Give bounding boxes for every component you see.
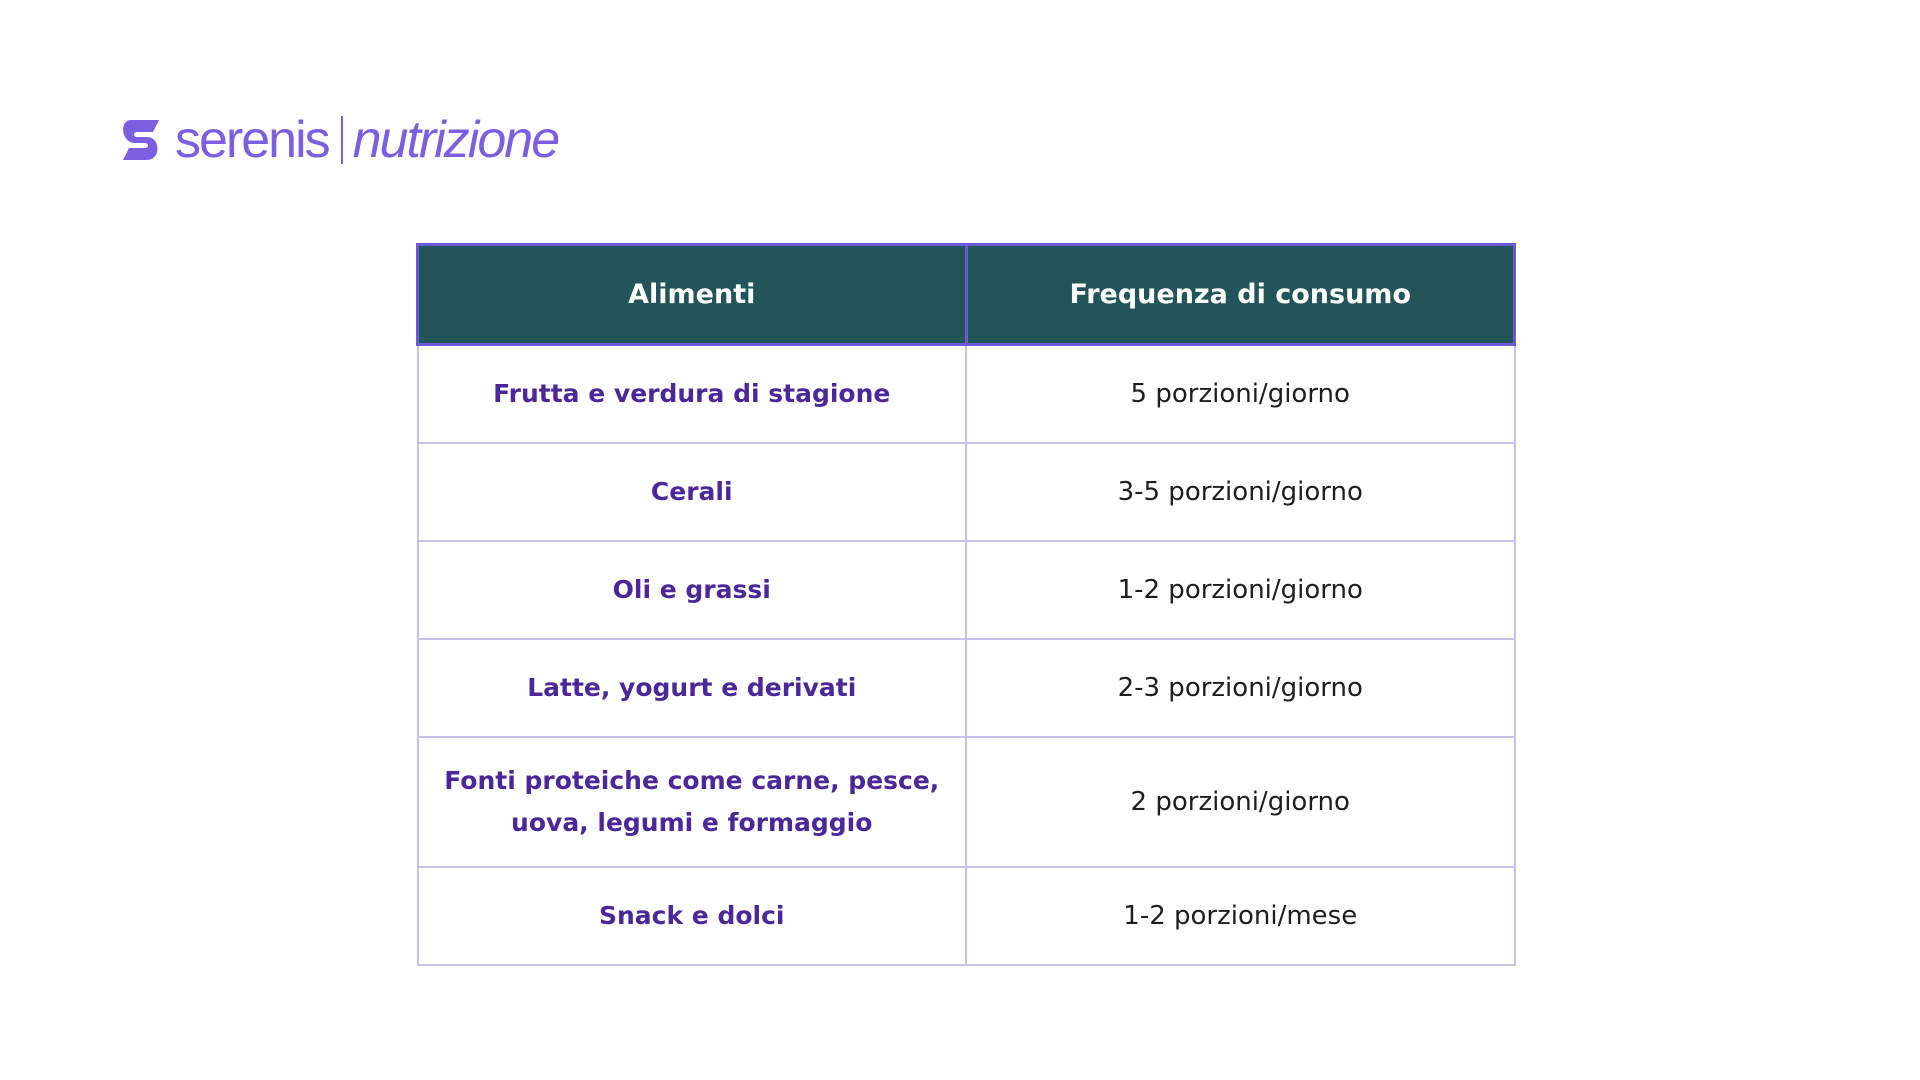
table-row [418,737,1515,867]
table-row [418,443,1515,541]
table-row [418,639,1515,737]
food-cell: Oli e grassi [418,541,967,639]
table-row [418,345,1515,444]
frequency-cell: 2 porzioni/giorno [966,737,1515,867]
table-row [418,867,1515,965]
header-alimenti: Alimenti [418,245,967,345]
frequency-cell: 1-2 porzioni/giorno [966,541,1515,639]
food-cell: Frutta e verdura di stagione [418,345,967,444]
serenis-s-logo-icon [117,116,165,164]
header-frequenza: Frequenza di consumo [966,245,1515,345]
food-frequency-table [416,243,1516,966]
logo-brand-text: serenis [175,111,329,169]
food-cell: Snack e dolci [418,867,967,965]
logo-product-text: nutrizione [352,111,559,169]
logo-divider [341,116,343,164]
frequency-cell: 1-2 porzioni/mese [966,867,1515,965]
frequency-cell: 5 porzioni/giorno [966,345,1515,444]
food-cell: Latte, yogurt e derivati [418,639,967,737]
serenis-nutrizione-logo [117,112,558,168]
table-header-row [418,245,1515,345]
food-cell: Cerali [418,443,967,541]
food-cell: Fonti proteiche come carne, pesce, uova, legumi e formaggio [418,737,967,867]
food-frequency-table-container [416,243,1516,966]
frequency-cell: 2-3 porzioni/giorno [966,639,1515,737]
frequency-cell: 3-5 porzioni/giorno [966,443,1515,541]
table-row [418,541,1515,639]
